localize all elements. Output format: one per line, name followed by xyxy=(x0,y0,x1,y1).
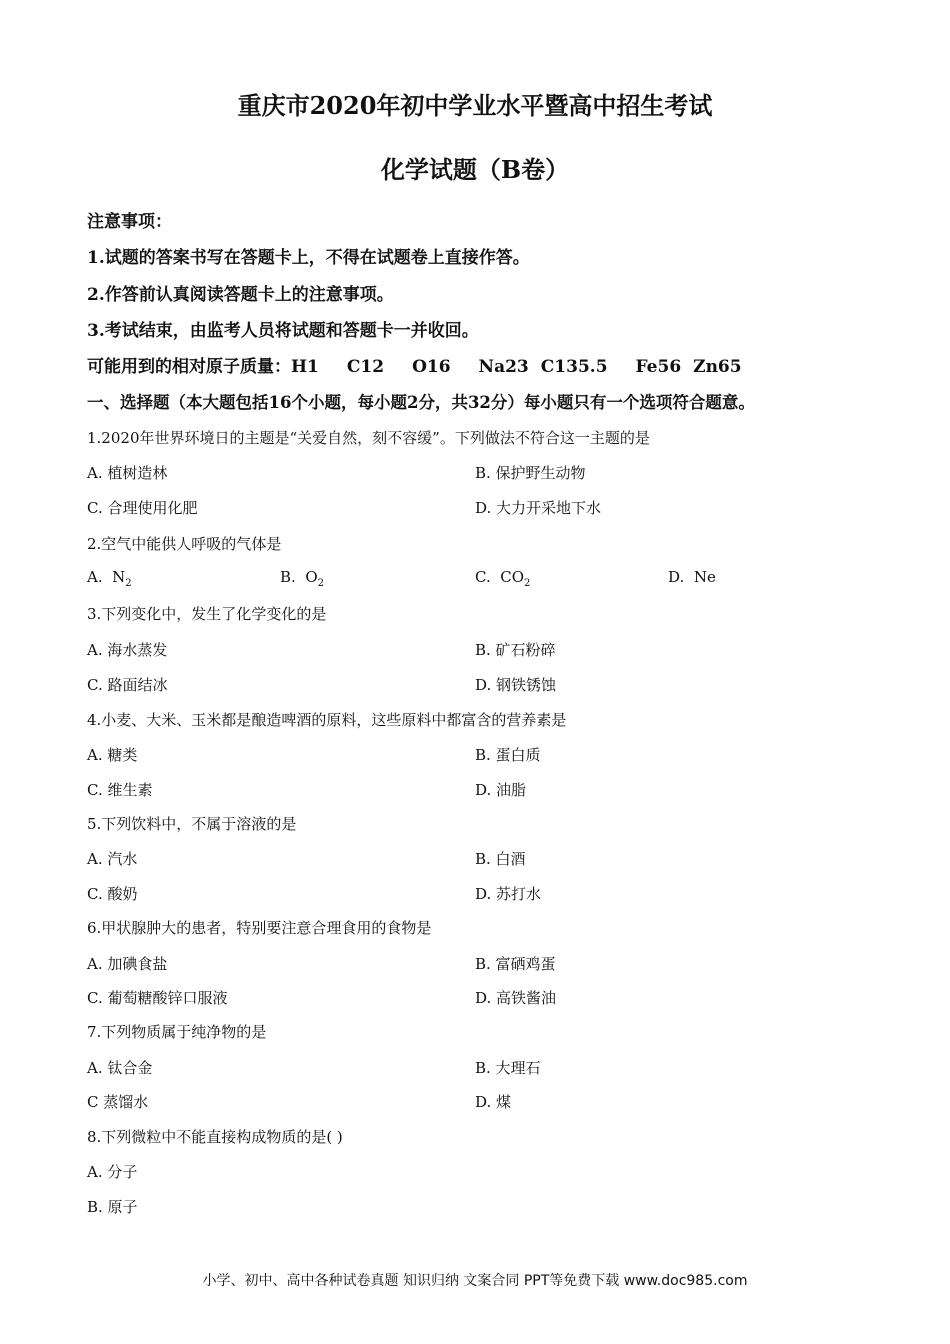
page-title: 重庆市2020年初中学业水平暨高中招生考试 xyxy=(237,91,713,120)
option-letter: B. xyxy=(280,568,296,586)
chemical-formula: CO xyxy=(500,568,525,586)
option-d: D. 苏打水 xyxy=(475,885,542,903)
question-stem: 2.空气中能供人呼吸的气体是 xyxy=(87,535,282,553)
note-item: 3.考试结束，由监考人员将试题和答题卡一并收回。 xyxy=(87,321,479,341)
question-stem: 5.下列饮料中，不属于溶液的是 xyxy=(87,815,297,833)
option-b: B. 原子 xyxy=(87,1198,138,1216)
question-stem: 7.下列物质属于纯净物的是 xyxy=(87,1023,267,1041)
notes-heading: 注意事项： xyxy=(87,212,172,232)
formula-subscript: 2 xyxy=(524,578,531,589)
atomic-mass-fe: Fe56 xyxy=(635,357,682,377)
atomic-mass-zn: Zn65 xyxy=(693,357,742,377)
formula-subscript: 2 xyxy=(317,578,325,589)
option-d: D. 煤 xyxy=(475,1093,512,1111)
option-b: B. 富硒鸡蛋 xyxy=(475,955,556,973)
note-item: 1.试题的答案书写在答题卡上，不得在试题卷上直接作答。 xyxy=(87,248,530,268)
option-letter: C. xyxy=(475,568,491,586)
option-c xyxy=(475,568,530,589)
option-a xyxy=(87,568,132,589)
option-c: C. 合理使用化肥 xyxy=(87,499,198,517)
option-b: B. 蛋白质 xyxy=(475,746,541,764)
option-a: A. 汽水 xyxy=(87,850,138,868)
atomic-mass-line xyxy=(87,352,742,377)
chemical-formula: N xyxy=(112,568,126,586)
atomic-mass-cl: C135.5 xyxy=(540,357,608,377)
option-b: B. 保护野生动物 xyxy=(475,464,586,482)
atomic-mass-o: O16 xyxy=(412,357,451,377)
option-c: C. 维生素 xyxy=(87,781,153,799)
note-item: 2.作答前认真阅读答题卡上的注意事项。 xyxy=(87,285,394,305)
question-stem: 6.甲状腺肿大的患者，特别要注意合理食用的食物是 xyxy=(87,919,432,937)
option-letter: A. xyxy=(87,568,103,586)
chemical-formula: O xyxy=(305,568,318,586)
section-heading: 一、选择题（本大题包括16个小题，每小题2分，共32分）每小题只有一个选项符合题意。 xyxy=(87,393,755,412)
page-footer: 小学、初中、高中各种试卷真题 知识归纳 文案合同 PPT等免费下载 www.doc985.com xyxy=(202,1273,748,1289)
option-a: A. 分子 xyxy=(87,1163,138,1181)
option-b: B. 矿石粉碎 xyxy=(475,641,556,659)
formula-subscript: 2 xyxy=(125,578,132,589)
option-c: C. 酸奶 xyxy=(87,885,138,903)
option-a: A. 加碘食盐 xyxy=(87,955,168,973)
option-b xyxy=(280,568,324,589)
question-stem: 3.下列变化中，发生了化学变化的是 xyxy=(87,605,327,623)
atomic-mass-na: Na23 xyxy=(478,357,529,377)
option-d xyxy=(668,568,716,586)
option-c: C 蒸馏水 xyxy=(87,1093,149,1111)
option-c: C. 路面结冰 xyxy=(87,676,168,694)
atomic-mass-label: 可能用到的相对原子质量： xyxy=(87,357,291,377)
page-subtitle: 化学试题（B卷） xyxy=(380,155,570,184)
chemical-formula: Ne xyxy=(693,568,716,586)
option-d: D. 大力开采地下水 xyxy=(475,499,602,517)
option-d: D. 油脂 xyxy=(475,781,527,799)
question-stem: 4.小麦、大米、玉米都是酿造啤酒的原料，这些原料中都富含的营养素是 xyxy=(87,711,567,729)
option-a: A. 植树造林 xyxy=(87,464,168,482)
option-b: B. 大理石 xyxy=(475,1059,541,1077)
question-stem: 1.2020年世界环境日的主题是“关爱自然，刻不容缓”。下列做法不符合这一主题的是 xyxy=(87,429,650,447)
option-d: D. 钢铁锈蚀 xyxy=(475,676,557,694)
option-a: A. 糖类 xyxy=(87,746,138,764)
option-letter: D. xyxy=(668,568,685,586)
question-stem: 8.下列微粒中不能直接构成物质的是( ) xyxy=(87,1128,343,1146)
atomic-mass-c: C12 xyxy=(346,357,385,377)
option-a: A. 钛合金 xyxy=(87,1059,153,1077)
option-d: D. 高铁酱油 xyxy=(475,989,557,1007)
atomic-mass-h: H1 xyxy=(291,357,319,377)
option-c: C. 葡萄糖酸锌口服液 xyxy=(87,989,228,1007)
option-b: B. 白酒 xyxy=(475,850,526,868)
option-a: A. 海水蒸发 xyxy=(87,641,168,659)
